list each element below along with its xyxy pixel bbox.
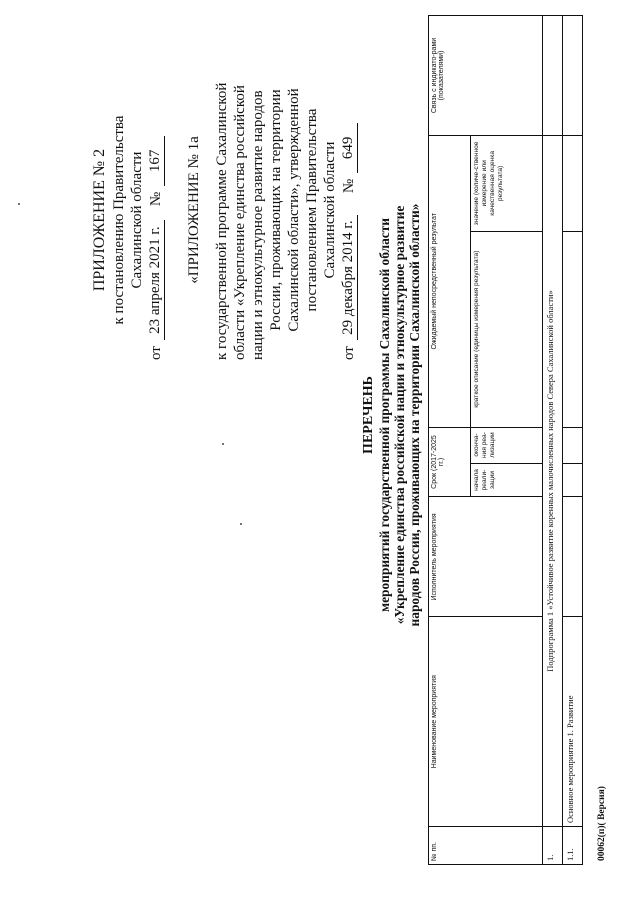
header-result-desc: краткое описание (единицы измерения результата) [471, 231, 543, 427]
row2-end [563, 427, 583, 463]
row2-start [563, 463, 583, 497]
appendix-1a-line: Сахалинской области [322, 141, 338, 279]
header-result-value: значение (количе-ственное измерение или качественная оценка результата) [471, 135, 543, 231]
appendix-1a-num-label: № [341, 178, 357, 194]
row2-text: Основное мероприятие 1. Развитие [563, 617, 583, 827]
heading-line: «Укрепление единства российской нации и этнокультурное развитие [392, 205, 407, 625]
heading-line: мероприятий государственной программы Сахалинской области [377, 217, 392, 613]
appendix-1a-line: области «Укрепление единства российской [232, 85, 248, 360]
appendix-2-date: 23 апреля 2021 г. [146, 220, 165, 340]
header-link: Связь с индикато-рами (показателями) [429, 16, 543, 136]
appendix-2-date-row [146, 80, 165, 360]
header-result: Ожидаемый непосредственный результат [429, 135, 471, 427]
header-term-end: оконча-ния реа-лизации [471, 427, 543, 463]
row1-num: 1. [543, 827, 563, 865]
heading-line: народов России, проживающих на территории Сахалинской области» [407, 203, 422, 627]
appendix-1a-date-row [339, 60, 358, 360]
scan-speck [240, 523, 242, 525]
heading-title: ПЕРЕЧЕНЬ [361, 376, 376, 454]
appendix-1a-date: 29 декабря 2014 г. [339, 215, 358, 340]
appendix-1a-line: постановлением Правительства [304, 108, 320, 312]
header-num: № пп. [429, 827, 543, 865]
row2-exec [563, 497, 583, 617]
header-name: Наименование мероприятия [429, 617, 543, 827]
appendix-2-num-label: № [148, 191, 164, 207]
appendix-1a-line: Сахалинской области», утвержденной [286, 88, 302, 332]
row2-num: 1.1. [563, 827, 583, 865]
measures-table [428, 15, 583, 865]
appendix-2-number: 167 [146, 136, 165, 186]
scan-speck [18, 203, 20, 205]
document-heading [360, 135, 422, 695]
appendix-1a-block [183, 60, 358, 360]
appendix-1a-number: 649 [339, 123, 358, 173]
appendix-1a-title: «ПРИЛОЖЕНИЕ № 1а [186, 136, 202, 284]
row2-desc [563, 231, 583, 427]
appendix-2-line2: Сахалинской области [129, 151, 145, 289]
appendix-2-line1: к постановлению Правительства [111, 115, 127, 325]
header-exec: Исполнитель мероприятия [429, 497, 543, 617]
appendix-1a-line: России, проживающих на территории [268, 89, 284, 331]
appendix-1a-from: от [341, 346, 357, 360]
header-term: Срок (2017-2025 гг.) [429, 427, 471, 497]
scan-speck [222, 443, 224, 445]
footer-version: 00062(п)( Версия) [597, 786, 607, 861]
row1-empty [543, 16, 563, 136]
appendix-2-block [90, 80, 165, 360]
table-row [563, 16, 583, 865]
table-row [543, 16, 563, 865]
appendix-2-from: от [148, 346, 164, 360]
row2-link [563, 16, 583, 136]
row2-value [563, 135, 583, 231]
appendix-1a-line: нации и этнокультурное развитие народов [250, 90, 266, 360]
table-header-row [429, 16, 471, 865]
header-term-start: начала реали-зации [471, 463, 543, 497]
row1-text: Подпрограмма 1 «Устойчивое развитие коренных малочисленных народов Севера Сахалинской области» [543, 135, 563, 826]
appendix-2-title: ПРИЛОЖЕНИЕ № 2 [91, 148, 108, 292]
appendix-1a-line: к государственной программе Сахалинской [214, 82, 230, 360]
